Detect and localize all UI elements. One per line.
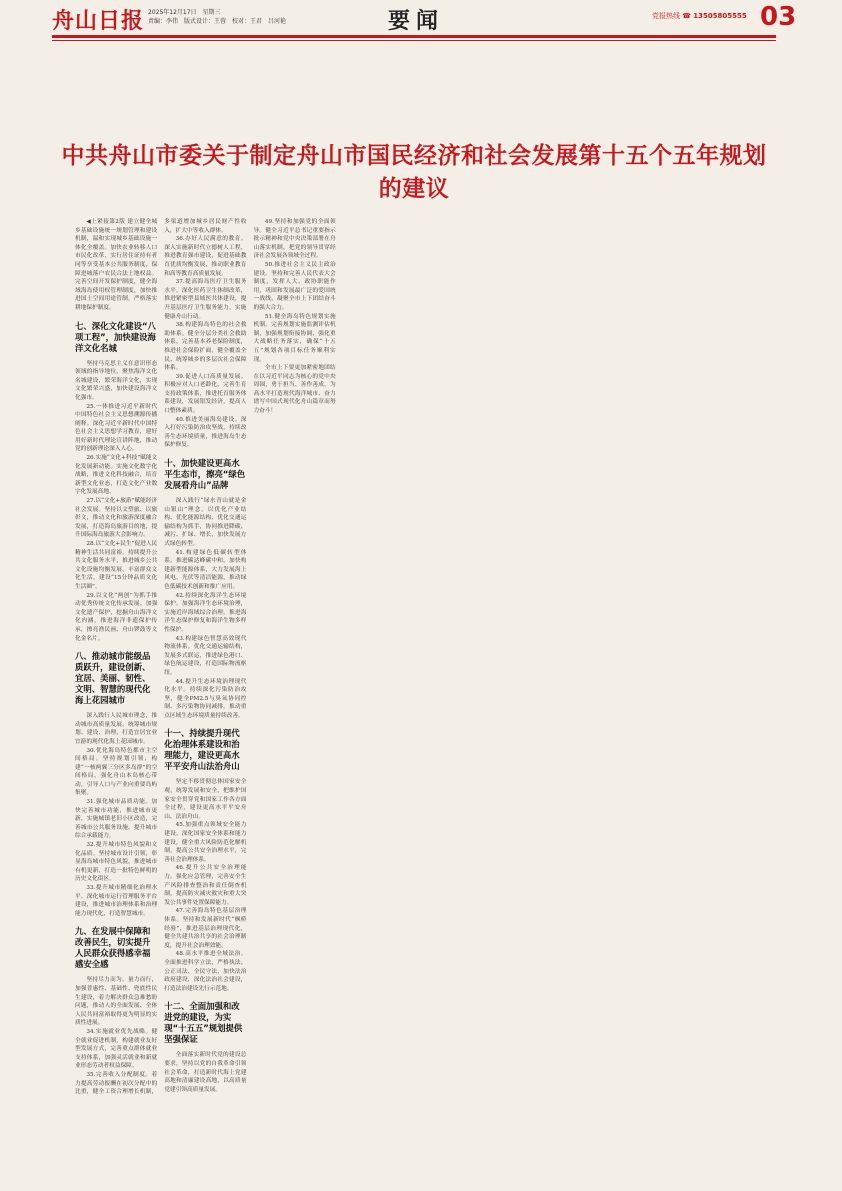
article-paragraph: 48.高水平推进全域法治。全面推进科学立法、严格执法、公正司法、全民守法，加快法治政府建设，深化法治社会建设，打造法治建设先行示范地。: [164, 951, 247, 992]
article-paragraph: 全面落实新时代党的建设总要求，坚持以党的自我革命引领社会革命，打造新时代海上党建高地和清廉建设高地，以高质量党建引领高质量发展。: [164, 1052, 247, 1093]
article-paragraph: 36.办好人民满意的教育。深入实施新时代立德树人工程，推进教育强市建设，促进基础教育优质均衡发展，推动职业教育和高等教育高质量发展。: [164, 236, 247, 277]
layout-credit: 版式设计：王蓉: [184, 18, 227, 25]
article-paragraph: 35.完善收入分配制度。着力提高劳动报酬在初次分配中的比重，健全工资合理增长机制，多渠道增加城乡居民财产性收入，扩大中等收入群体。: [75, 219, 247, 1096]
article-paragraph: 坚持尽力而为、量力而行，加强普惠性、基础性、兜底性民生建设，着力解决群众急难愁盼问题，推动人的全面发展、全体人民共同富裕取得更为明显的实质性进展。: [75, 977, 158, 1027]
header-rule-thin: [52, 40, 776, 41]
article-section-heading: 八、推动城市能级品质跃升，建设创新、宜居、美丽、韧性、文明、智慧的现代化海上花园城市: [75, 651, 151, 706]
article-paragraph: 30.优化海岛特色都市主空间格局。坚持规划引领，构建“一核两翼三分区多岛群”的空间格局，强化舟山本岛核心带动，引导人口与产业向重要岛屿集聚。: [75, 747, 158, 797]
proofreader-credit-2: 吕河艳: [268, 18, 287, 25]
issue-date: 2025年12月17日: [148, 9, 197, 16]
article-paragraph: 33.提升城市精细化治理水平。深化城市运行管理服务平台建设，推进城市治理体系和治理能力现代化，打造智慧城市。: [75, 885, 158, 917]
article-paragraph: 41.构建绿色低碳转型体系。推进碳达峰碳中和，加快构建新型能源体系，大力发展海上风电、光伏等清洁能源，推动绿色低碳技术创新和推广应用。: [164, 549, 247, 590]
article-paragraph: 31.强化城市品质功能。加快完善城市功能，推进城市更新，实施城镇老旧小区改造，完善城市公共服务设施，提升城市综合承载能力。: [75, 799, 158, 840]
article-paragraph: 44.提升生态环境治理现代化水平。持续深化污染防治攻坚，健全PM2.5与臭氧协同控制、多污染物协同减排，推动重点区域生态环境质量持续改善。: [164, 678, 247, 719]
article-paragraph: 40.推进美丽海岛建设。深入打好污染防治攻坚战，持续改善生态环境质量，推进海岛生态保护修复。: [164, 416, 247, 449]
hotline-label: 党报热线: [652, 12, 680, 20]
article-section-heading: 十一、持续提升现代化治理体系建设和治理能力，建设更高水平平安舟山法治舟山: [164, 728, 240, 772]
page-number: 03: [760, 2, 797, 32]
article-paragraph: 39.促进人口高质量发展。积极应对人口老龄化，完善生育支持政策体系，推进托育服务体系建设，发展银发经济，提高人口整体素质。: [164, 373, 247, 415]
main-headline: 中共舟山市委关于制定舟山市国民经济和社会发展第十五个五年规划的建议: [61, 143, 767, 203]
proofreader-credit: 校对：王君: [232, 18, 263, 25]
article-paragraph: 43.构建绿色智慧高效现代物流体系。优化交通运输结构，发展多式联运，推进绿色港口、绿色航运建设，打造国际物流枢纽。: [164, 635, 247, 676]
article-paragraph: 42.持续深化海洋生态环境保护。加强海洋生态环境治理，实施近岸海域综合治理，推进海洋生态保护修复和海洋生物多样性保护。: [164, 592, 247, 633]
article-paragraph: 46.提升公共安全治理能力。强化应急管理，完善安全生产风险排查整治和责任倒查机制，提高防灾减灾救灾和重大突发公共事件处置保障能力。: [164, 865, 247, 906]
issue-weekday: 星期三: [202, 9, 221, 16]
article-paragraph: 34.实施就业优先战略。健全就业促进机制，构建就业友好型发展方式，完善重点群体就业支持体系，加强灵活就业和新就业形态劳动者权益保障。: [75, 1028, 158, 1070]
article-paragraph: 坚定不移贯彻总体国家安全观，统筹发展和安全，把维护国家安全贯穿党和国家工作各方面全过程，建设更高水平平安舟山、法治舟山。: [164, 779, 247, 820]
article-paragraph: 28.以“文化+民生”促进人民精神生活共同富裕。持续提升公共文化服务水平，推进城乡公共文化设施均衡发展，丰富群众文化生活，建设“15分钟品质文化生活圈”。: [75, 541, 158, 590]
article-paragraph: 全市上下要更加紧密地团结在以习近平同志为核心的党中央周围，勇于担当、善作善成，为高水平打造现代海洋城市、奋力谱写中国式现代化舟山篇章而努力奋斗！: [253, 365, 336, 415]
hotline-number: 13505805555: [693, 12, 747, 20]
article-section-heading: 十、加快建设更高水平生态市，擦亮“绿色发展看舟山”品牌: [164, 458, 246, 491]
article-paragraph: 29.以文化“两创”为抓手推动优秀传统文化传承发展。加强文化遗产保护，挖掘舟山海洋文化内涵，推进海洋非遗保护传承，擦亮渔民画、舟山锣鼓等文化金名片。: [75, 592, 158, 642]
header-rule: [52, 35, 776, 38]
article-paragraph: 47.完善海岛特色基层治理体系。坚持和发展新时代“枫桥经验”，推进基层治理现代化，健全共建共治共享的社会治理制度，提升社会治理效能。: [164, 908, 247, 949]
hotline: [652, 11, 747, 21]
article-paragraph: ◀上紧接第2版 建立健全城乡基础设施统一规划管理和建设机制，温和实现城乡基础设施一体化全覆盖。加快农业转移人口市民化改革，实行居住证持有者同等享受基本公共服务制度，保障进城落户农民合法土地权益。完善空间开发保护制度，健全海域海岛使用权管理制度，加快推进国土空间用途管制，严格落实耕地保护制度。: [75, 219, 158, 311]
issue-meta: [148, 8, 292, 26]
article-paragraph: 26.实施“文化+科技”赋能文化发展新动能。实施文化数字化战略，推进文化科技融合，培育新型文化业态，打造文化产业数字化发展高地。: [75, 455, 158, 496]
article-section-heading: 九、在发展中保障和改善民生，切实提升人民群众获得感幸福感安全感: [75, 926, 151, 970]
article-paragraph: 32.提升城市特色风貌和文化品质。坚持城市设计引领，彰显海岛城市特色风貌，推进城市有机更新，打造一批特色鲜明的历史文化街区。: [75, 842, 158, 883]
article-paragraph: 深入践行“绿水青山就是金山银山”理念，以优化产业结构、优化能源结构、优化交通运输结构为抓手，协同推进降碳、减污、扩绿、增长，加快发展方式绿色转型。: [164, 498, 247, 547]
article-body: [75, 218, 782, 1098]
page-header: [52, 0, 797, 36]
article-paragraph: 坚持马克思主义在意识形态领域的指导地位，聚焦海洋文化名城建设，繁荣海洋文化，实现文化繁荣兴盛，加快建设海洋文化强市。: [75, 360, 158, 401]
article-paragraph: 38.构建海岛特色的社会救助体系。健全分层分类社会救助体系，完善基本养老保险制度，推进社会保险扩面，健全覆盖全民、统筹城乡的多层次社会保障体系。: [164, 322, 247, 372]
article-paragraph: 45.加强重点领域安全能力建设。深化国家安全体系和能力建设，健全重大风险防范化解机制，提高公共安全治理水平，完善社会治理体系。: [164, 822, 247, 863]
article-paragraph: 51.健全海岛特色规划实施机制。完善规划实施监测评估机制，加强规划衔接协调，强化重大战略任务落实，确保“十五五”规划各项目标任务顺利实现。: [253, 313, 336, 363]
article-paragraph: 27.以“文化+旅游”赋能经济社会发展。坚持以文塑旅、以旅彰文，推动文化和旅游深度融合发展，打造海岛旅游目的地，提升国际海岛旅游大会影响力。: [75, 498, 158, 539]
article-section-heading: 十二、全面加强和改进党的建设，为实现“十五五”规划提供坚强保证: [164, 1001, 243, 1045]
article-section-heading: 七、深化文化建设“八项工程”，加快建设海洋文化名城: [75, 320, 156, 353]
article-paragraph: 深入践行人民城市理念，推动城市高质量发展，统筹城市规划、建设、治理，打造宜居宜业宜游的现代化海上花园城市。: [75, 713, 158, 745]
article-paragraph: 25.一体推进习近平新时代中国特色社会主义思想溯源传播阐释。深化习近平新时代中国特色社会主义思想学习教育，建好用好新时代理论宣讲阵地，推动党的创新理论深入人心。: [75, 403, 158, 453]
article-paragraph: 37.提高海岛医疗卫生服务水平。深化医药卫生体制改革，推进紧密型县域医共体建设，提升基层医疗卫生服务能力，实施健康舟山行动。: [164, 279, 247, 320]
phone-icon: ☎: [682, 12, 691, 20]
editor-credit: 责编：李伟: [148, 18, 179, 25]
newspaper-masthead: 舟山日报: [52, 8, 145, 34]
article-paragraph: 50.推进社会主义民主政治建设。坚持和完善人民代表大会制度，发挥人大、政协职能作用，巩固和发展最广泛的爱国统一战线，凝聚全市上下团结奋斗的强大合力。: [253, 261, 336, 311]
article-paragraph: 49.坚持和加强党的全面领导。健全习近平总书记重要指示批示精神和党中央决策部署在舟山落实机制，把党的领导贯穿经济社会发展各领域全过程。: [253, 219, 336, 260]
section-title: 要闻: [388, 8, 445, 34]
